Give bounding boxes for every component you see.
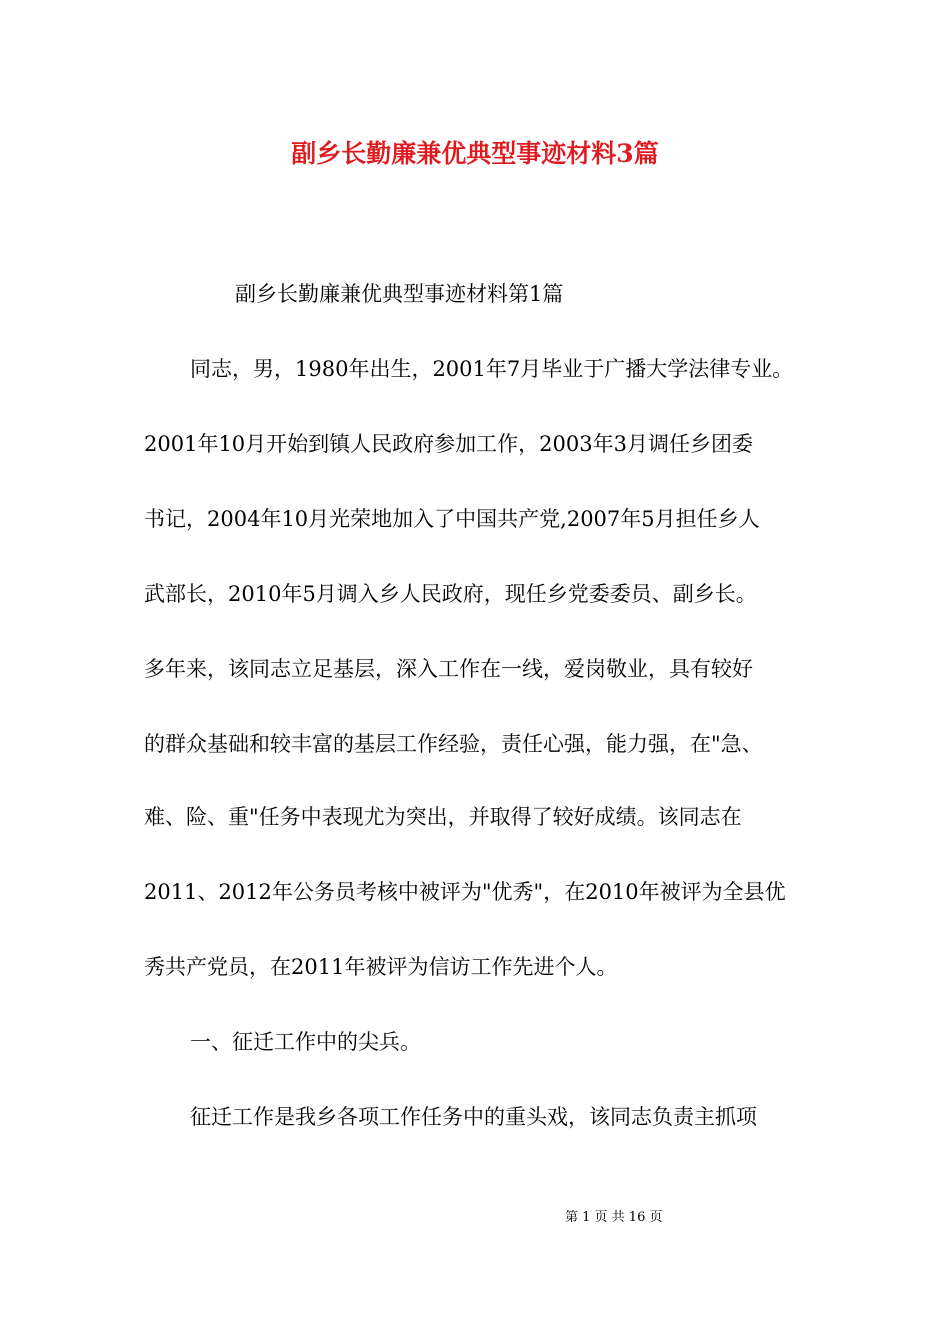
- body-line: 多年来，该同志立足基层，深入工作在一线，爱岗敬业，具有较好: [144, 657, 753, 681]
- body-line: 书记，2004年10月光荣地加入了中国共产党,2007年5月担任乡人: [144, 507, 760, 531]
- document-title: 副乡长勤廉兼优典型事迹材料3篇: [291, 139, 659, 168]
- section-heading: 一、征迁工作中的尖兵。: [190, 1030, 421, 1054]
- body-line: 难、险、重"任务中表现尤为突出，并取得了较好成绩。该同志在: [144, 805, 742, 829]
- section-subtitle: 副乡长勤廉兼优典型事迹材料第1篇: [235, 282, 564, 306]
- body-line: 武部长，2010年5月调入乡人民政府，现任乡党委委员、副乡长。: [144, 582, 757, 606]
- body-line: 同志，男，1980年出生，2001年7月毕业于广播大学法律专业。: [190, 357, 794, 381]
- body-line: 2011、2012年公务员考核中被评为"优秀"，在2010年被评为全县优: [144, 880, 786, 904]
- body-line: 秀共产党员，在2011年被评为信访工作先进个人。: [144, 955, 618, 979]
- body-line: 2001年10月开始到镇人民政府参加工作，2003年3月调任乡团委: [144, 432, 753, 456]
- body-line: 征迁工作是我乡各项工作任务中的重头戏，该同志负责主抓项: [190, 1105, 757, 1129]
- page-number: 第 1 页 共 16 页: [565, 1210, 663, 1225]
- body-line: 的群众基础和较丰富的基层工作经验，责任心强，能力强，在"急、: [144, 732, 763, 756]
